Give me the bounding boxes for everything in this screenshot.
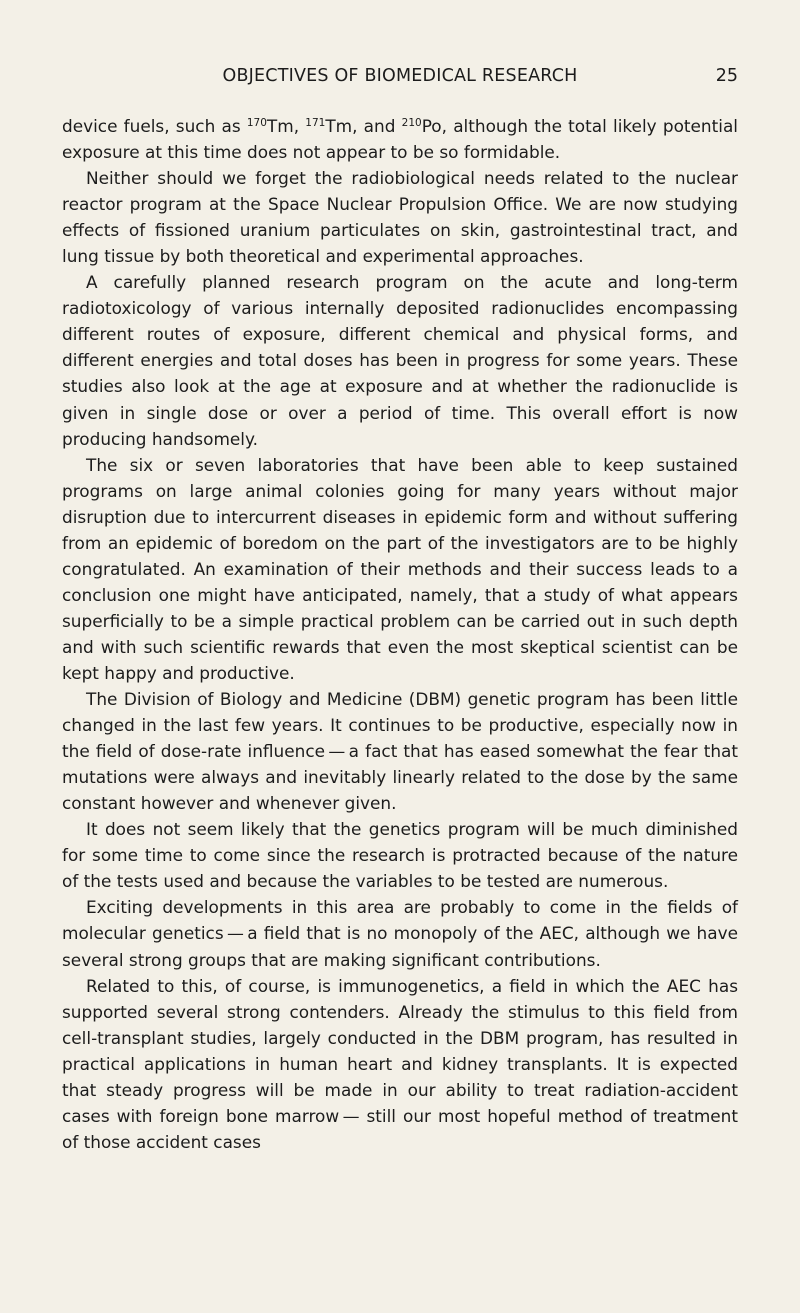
paragraph-genetic-program: The Division of Biology and Medicine (DBM) genetic program has been little changed in the last few years. It continues to be productive, especially now in the field of dose-rate influence — a fact that has eased somewhat the fear that mutations were always and inevitably linearly related to the dose by the same constant however and whenever given. — [62, 689, 738, 814]
running-head — [62, 63, 738, 89]
continued-paragraph — [62, 113, 738, 165]
paragraph-text: device fuels, such as — [62, 116, 247, 136]
isotope-mass-number: 210 — [401, 117, 422, 129]
paragraph-immunogenetics: Related to this, of course, is immunogenetics, a field in which the AEC has supported several strong contenders. Already the stimulus to this field from cell-transplant studies, largely conducted in the DBM program, has resulted in practical applications in human heart and kidney transplants. It is expected that steady progress will be made in our ability to treat radiation-accident cases with foreign bone marrow — still our most hopeful method of treatment of those accident cases — [62, 975, 738, 1152]
paragraph-laboratories: The six or seven laboratories that have been able to keep sustained programs on large animal colonies going for many years without major disruption due to intercurrent diseases in epidemic form and without suffering from an epidemic of boredom on the part of the investigators are to be highly congratulated. An examination of their methods and their success leads to a conclusion one might have anticipated, namely, that a study of what appears superficially to be a simple practical problem can be carried out in such depth and with such scientific rewards that even the most skeptical scientist can be kept happy and productive. — [62, 454, 738, 683]
isotope-symbol: Tm — [266, 116, 294, 136]
running-title: OBJECTIVES OF BIOMEDICAL RESEARCH — [222, 66, 578, 86]
paragraph-radiotoxicology: A carefully planned research program on the acute and long-term radiotoxicology of various internally deposited radionuclides encompassing different routes of exposure, different chemical and physical forms, and different energies and total doses has been in progress for some years. These studies also look at the age at exposure and at whether the radionuclide is given in single dose or over a period of time. This overall effort is now producing handsomely. — [62, 272, 738, 449]
paragraph-molecular-genetics: Exciting developments in this area are probably to come in the fields of molecular genetics — a field that is no monopoly of the AEC, although we have several strong groups that are making significant contributions. — [62, 897, 738, 970]
body-text — [62, 113, 738, 1155]
paragraph-text: , and — [352, 116, 402, 136]
page-number: 25 — [715, 66, 738, 86]
isotope-symbol: Po — [421, 116, 442, 136]
paragraph-reactor-program: Neither should we forget the radiobiological needs related to the nuclear reactor program at the Space Nuclear Propulsion Office. We are now studying effects of fissioned uranium particulates on skin, gastrointestinal tract, and lung tissue by both theoretical and experimental approaches. — [62, 168, 738, 267]
isotope-mass-number: 170 — [246, 117, 267, 129]
isotope-mass-number: 171 — [305, 117, 326, 129]
paragraph-text: , although the total likely potential exposure at this time does not appear to be so formidable. — [62, 116, 738, 163]
isotope-symbol: Tm — [325, 116, 353, 136]
paragraph-text: , — [293, 116, 306, 136]
paragraph-genetics-outlook: It does not seem likely that the genetics program will be much diminished for some time to come since the research is protracted because of the nature of the tests used and because the variables to be tested are numerous. — [62, 819, 738, 892]
